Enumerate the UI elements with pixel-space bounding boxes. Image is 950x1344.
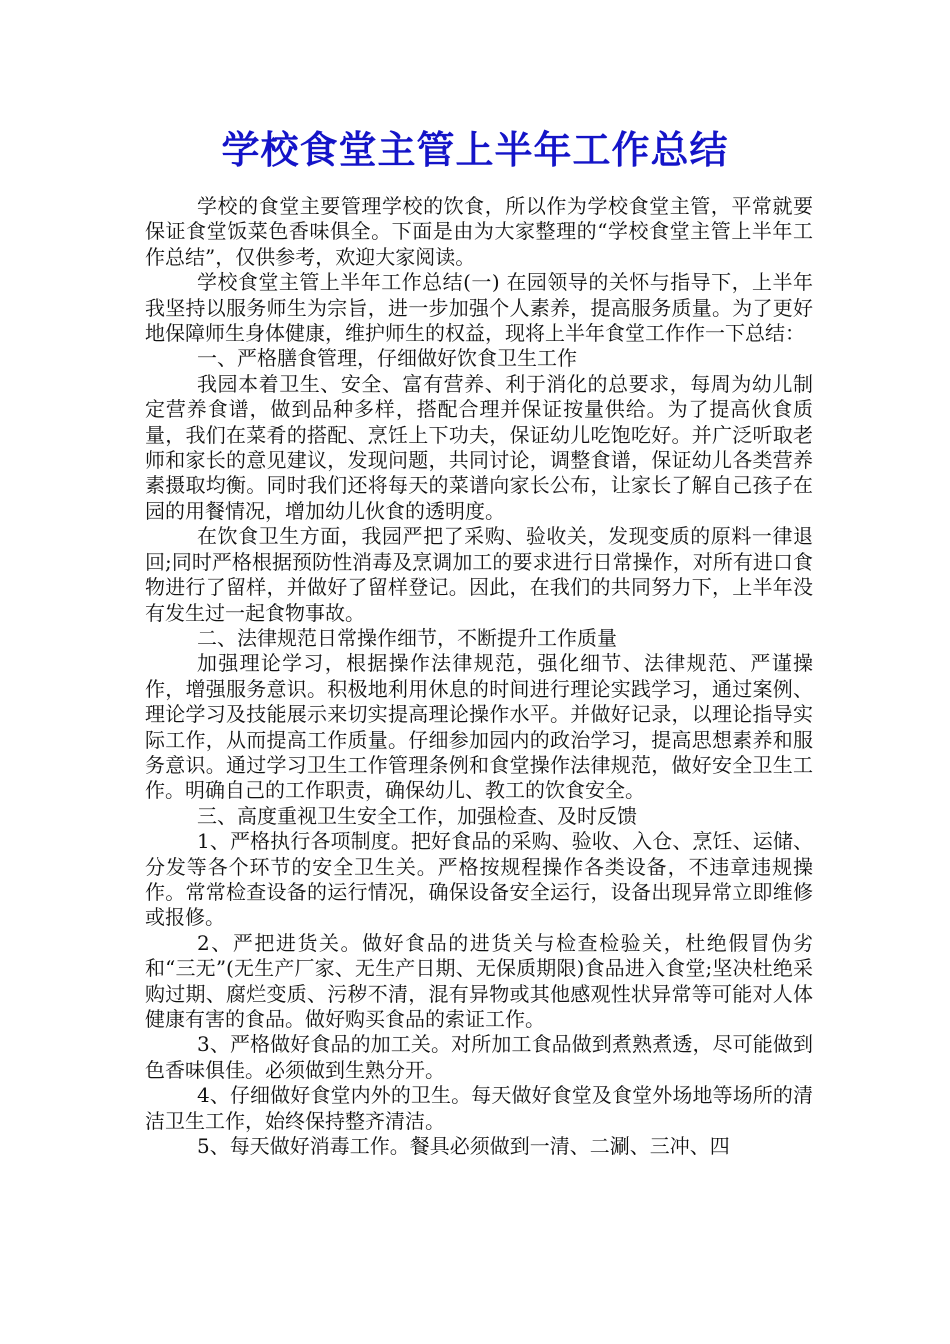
paragraph: 加强理论学习，根据操作法律规范，强化细节、法律规范、严谨操作，增强服务意识。积极地利用休息的时间进行理论实践学习，通过案例、理论学习及技能展示来切实提高理论操作水平。并做好记录，以理论指导实际工作，从而提高工作质量。仔细参加园内的政治学习，提高思想素养和服务意识。通过学习卫生工作管理条例和食堂操作法律规范，做好安全卫生工作。明确自己的工作职责，确保幼儿、教工的饮食安全。 bbox=[145, 651, 813, 803]
list-item: 3、严格做好食品的加工关。对所加工食品做到煮熟煮透，尽可能做到色香味俱佳。必须做到生熟分开。 bbox=[145, 1032, 813, 1082]
document-body bbox=[145, 194, 813, 1159]
list-item: 2、严把进货关。做好食品的进货关与检查检验关，杜绝假冒伪劣和“三无”(无生产厂家、无生产日期、无保质期限)食品进入食堂;坚决杜绝采购过期、腐烂变质、污秽不清，混有异物或其他感观性状异常等可能对人体健康有害的食品。做好购买食品的索证工作。 bbox=[145, 930, 813, 1031]
list-item: 5、每天做好消毒工作。餐具必须做到一清、二涮、三冲、四 bbox=[197, 1134, 730, 1159]
section-heading-three: 三、高度重视卫生安全工作，加强检查、及时反馈 bbox=[197, 803, 637, 828]
section-heading-two: 二、法律规范日常操作细节，不断提升工作质量 bbox=[197, 625, 617, 650]
paragraph-summary-one: 学校食堂主管上半年工作总结(一) 在园领导的关怀与指导下，上半年我坚持以服务师生为宗旨，进一步加强个人素养，提高服务质量。为了更好地保障师生身体健康，维护师生的权益，现将上半年食堂工作作一下总结： bbox=[145, 270, 813, 346]
paragraph: 我园本着卫生、安全、富有营养、利于消化的总要求，每周为幼儿制定营养食谱，做到品种多样，搭配合理并保证按量供给。为了提高伙食质量，我们在菜肴的搭配、烹饪上下功夫，保证幼儿吃饱吃好。并广泛听取老师和家长的意见建议，发现问题，共同讨论，调整食谱，保证幼儿各类营养素摄取均衡。同时我们还将每天的菜谱向家长公布，让家长了解自己孩子在园的用餐情况，增加幼儿伙食的透明度。 bbox=[145, 371, 813, 523]
list-item: 4、仔细做好食堂内外的卫生。每天做好食堂及食堂外场地等场所的清洁卫生工作，始终保持整齐清洁。 bbox=[145, 1083, 813, 1133]
list-item: 1、严格执行各项制度。把好食品的采购、验收、入仓、烹饪、运储、分发等各个环节的安全卫生关。严格按规程操作各类设备，不违章违规操作。常常检查设备的运行情况，确保设备安全运行，设备出现异常立即维修或报修。 bbox=[145, 829, 813, 930]
paragraph-intro: 学校的食堂主要管理学校的饮食，所以作为学校食堂主管，平常就要保证食堂饭菜色香味俱全。下面是由为大家整理的“学校食堂主管上半年工作总结”，仅供参考，欢迎大家阅读。 bbox=[145, 194, 813, 269]
section-heading-one: 一、严格膳食管理，仔细做好饮食卫生工作 bbox=[197, 346, 577, 371]
paragraph: 在饮食卫生方面，我园严把了采购、验收关，发现变质的原料一律退回;同时严格根据预防性消毒及烹调加工的要求进行日常操作，对所有进口食物进行了留样，并做好了留样登记。因此，在我们的共同努力下，上半年没有发生过一起食物事故。 bbox=[145, 524, 813, 625]
document-title: 学校食堂主管上半年工作总结 bbox=[221, 127, 729, 172]
